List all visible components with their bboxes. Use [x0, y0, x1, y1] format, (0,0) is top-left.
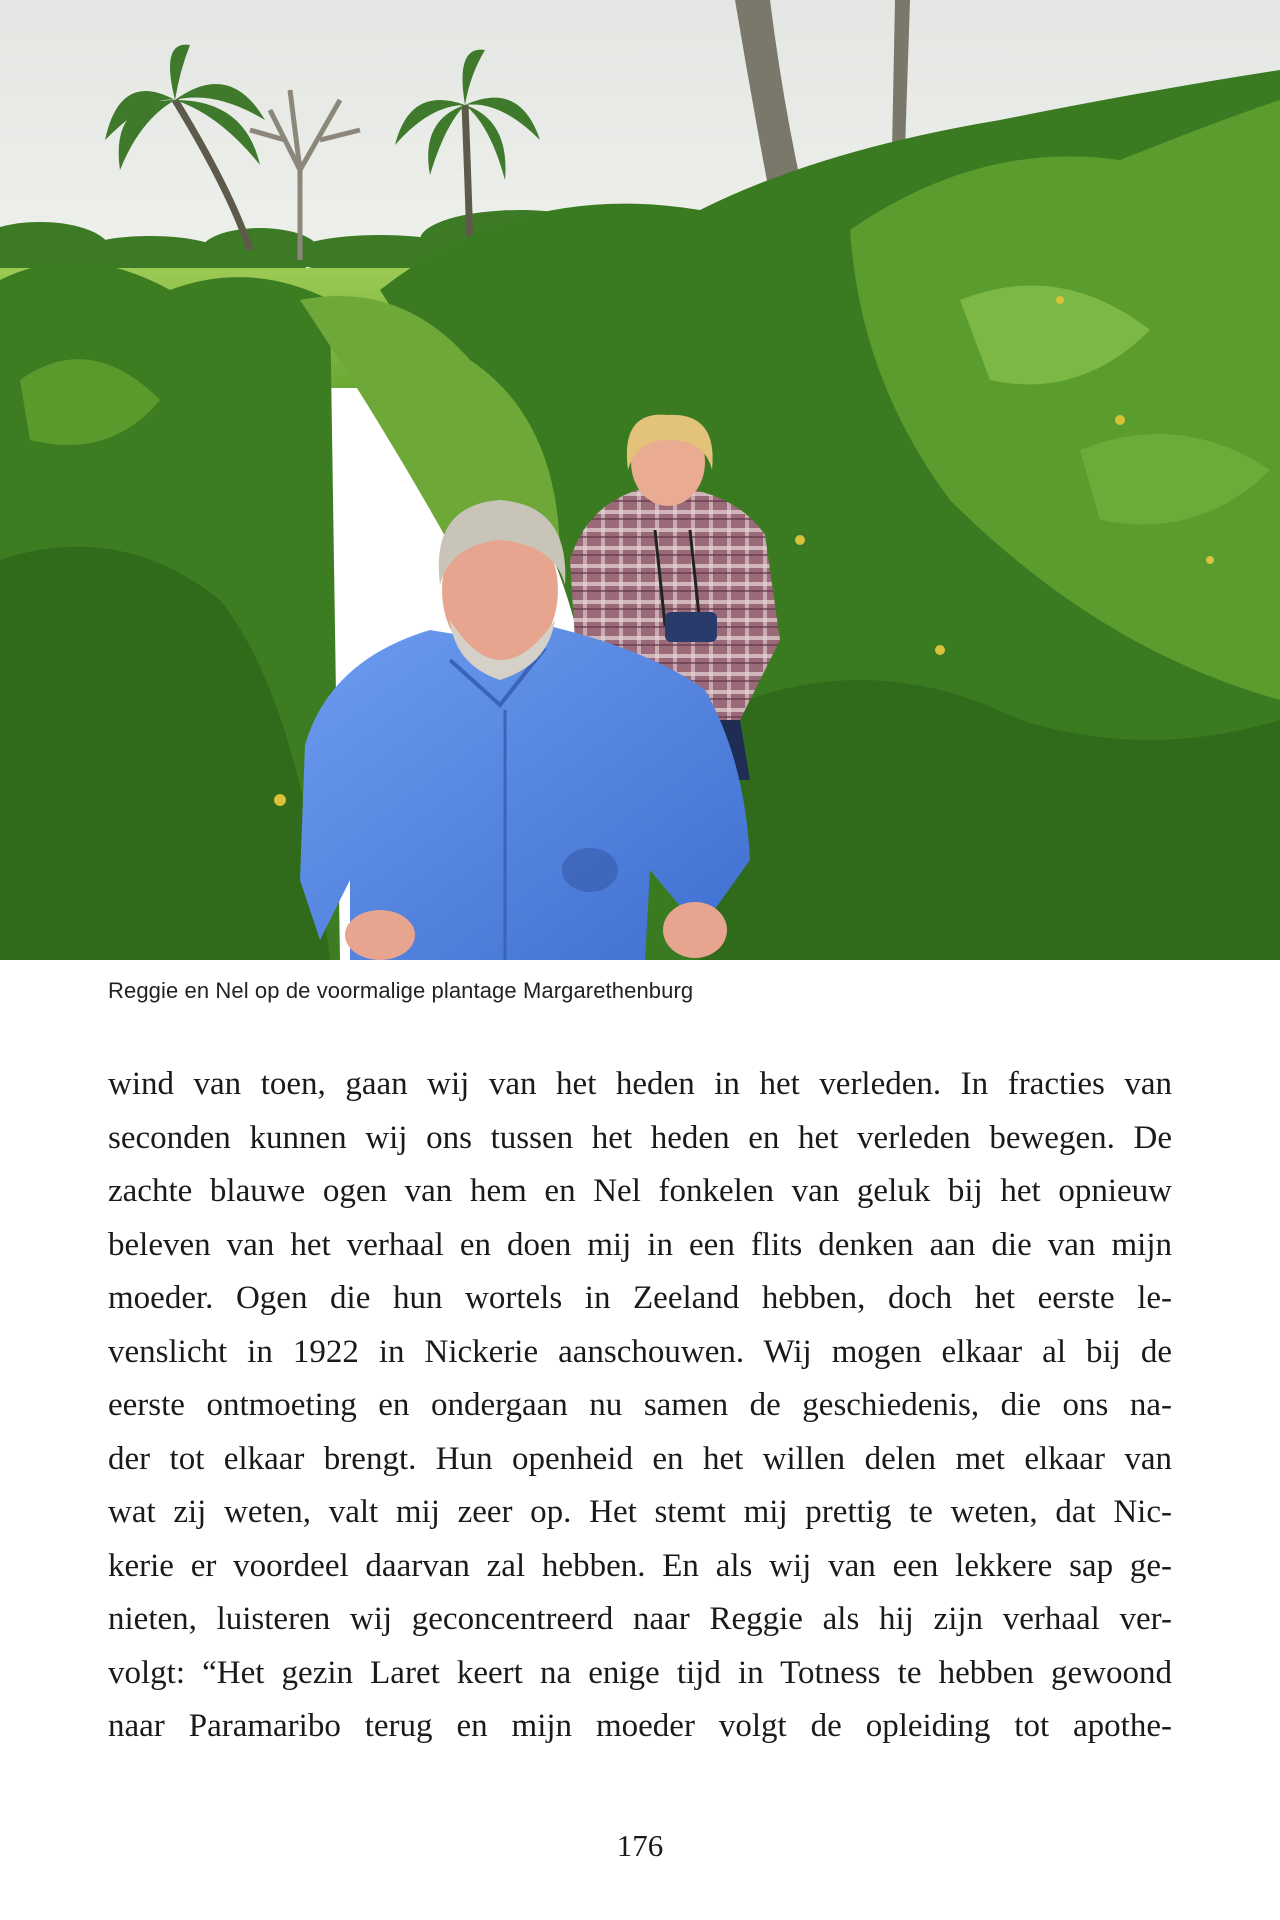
body-text	[108, 1058, 1172, 1754]
page-number: 176	[616, 1828, 664, 1863]
text-line: eerste ontmoeting en ondergaan nu samen de geschiedenis, die ons na-	[108, 1387, 1172, 1423]
text-line: der tot elkaar brengt. Hun openheid en het willen delen met elkaar van	[108, 1440, 1172, 1477]
text-line: nieten, luisteren wij geconcentreerd naar Reggie als hij zijn verhaal ver-	[108, 1601, 1172, 1637]
text-line: naar Paramaribo terug en mijn moeder volgt de opleiding tot apothe-	[108, 1708, 1172, 1744]
text-line: beleven van het verhaal en doen mij in een flits denken aan die van mijn	[108, 1226, 1172, 1263]
text-line: wat zij weten, valt mij zeer op. Het stemt mij prettig te weten, dat Nic-	[108, 1494, 1172, 1530]
text-line: zachte blauwe ogen van hem en Nel fonkelen van geluk bij het opnieuw	[108, 1173, 1172, 1209]
text-line: moeder. Ogen die hun wortels in Zeeland hebben, doch het eerste le-	[108, 1280, 1172, 1316]
text-line: venslicht in 1922 in Nickerie aanschouwen. Wij mogen elkaar al bij de	[108, 1333, 1172, 1370]
text-line: seconden kunnen wij ons tussen het heden en het verleden bewegen. De	[108, 1119, 1172, 1156]
text-line: wind van toen, gaan wij van het heden in het verleden. In fracties van	[108, 1066, 1172, 1102]
text-line: volgt: “Het gezin Laret keert na enige tijd in Totness te hebben gewoond	[108, 1654, 1172, 1691]
photo-caption: Reggie en Nel op de voormalige plantage Margarethenburg	[108, 978, 694, 1003]
text-line: kerie er voordeel daarvan zal hebben. En als wij van een lekkere sap ge-	[108, 1547, 1172, 1584]
